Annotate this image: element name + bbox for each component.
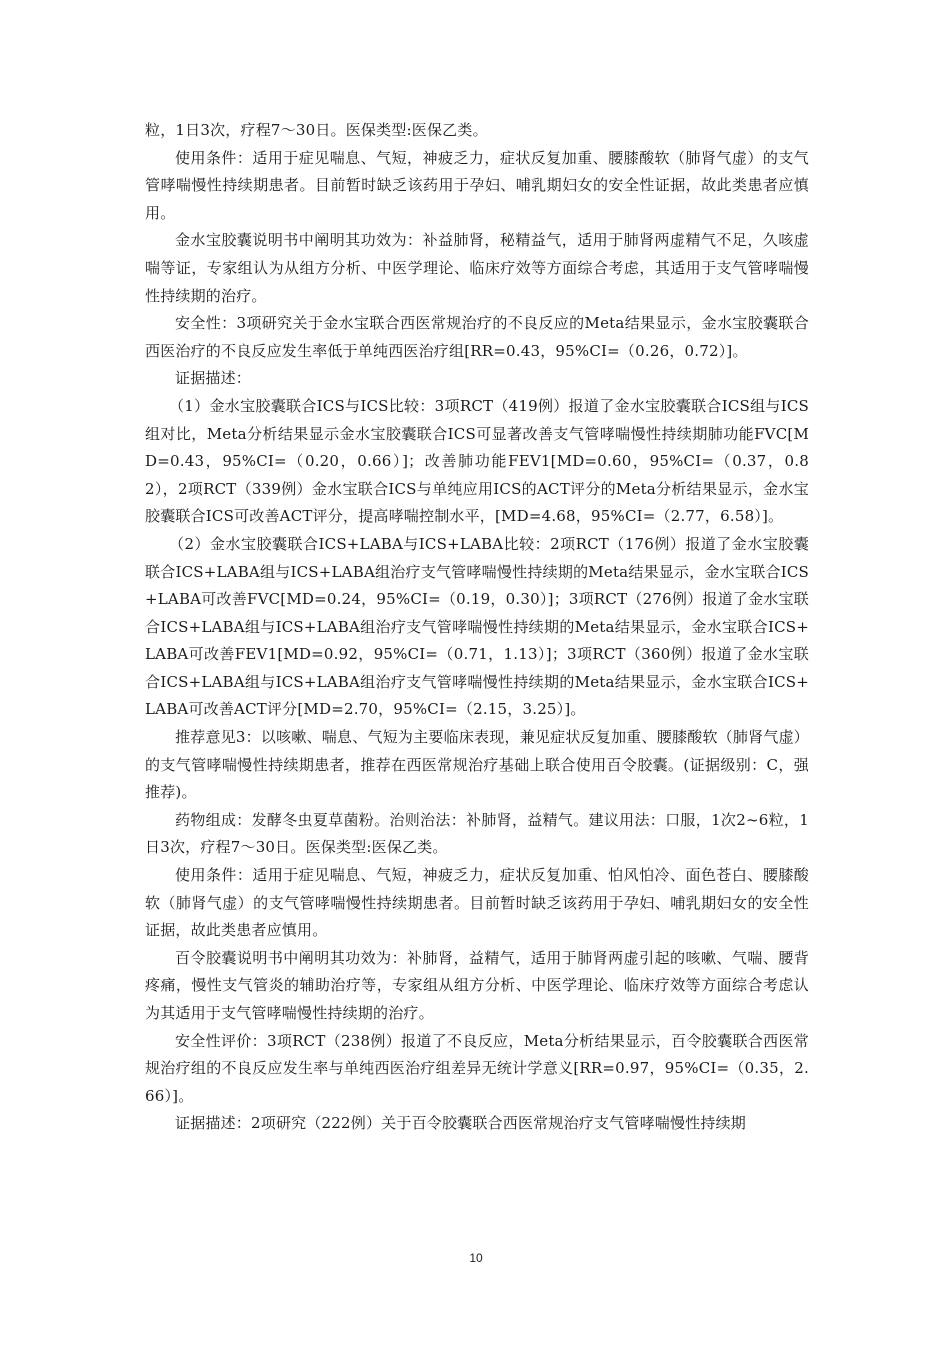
section-label: 证据描述： (175, 369, 252, 388)
paragraph: 使用条件：适用于症见喘息、气短，神疲乏力，症状反复加重、怕风怕冷、面色苍白、腰膝酸软（肺肾气虚）的支气管哮喘慢性持续期患者。目前暂时缺乏该药用于孕妇、哺乳期妇女的安全性证据，故此类患者应慎用。 (145, 866, 809, 940)
page-number: 10 (469, 1251, 483, 1265)
paragraph: 百令胶囊说明书中阐明其功效为：补肺肾，益精气，适用于肺肾两虚引起的咳嗽、气喘、腰背疼痛，慢性支气管炎的辅助治疗等，专家组从组方分析、中医学理论、临床疗效等方面综合考虑认为其适用于支气管哮喘慢性持续期的治疗。 (145, 948, 809, 1022)
document-body (145, 117, 809, 1138)
evidence-item: （2）金水宝胶囊联合ICS+LABA与ICS+LABA比较：2项RCT（176例）报道了金水宝胶囊联合ICS+LABA组与ICS+LABA组治疗支气管哮喘慢性持续期的Meta结果显示，金水宝联合ICS+LABA可改善FVC[MD=0.24，95%CI=（0.19，0.30）]；3项RCT（276例）报道了金水宝联合ICS+LABA组与ICS+LABA组治疗支气管哮喘慢性持续期的Meta结果显示，金水宝联合ICS+LABA可改善FEV1[MD=0.92，95%CI=（0.71，1.13）]；3项RCT（360例）报道了金水宝联合ICS+LABA组与ICS+LABA组治疗支气管哮喘慢性持续期的Meta结果显示，金水宝联合ICS+LABA可改善ACT评分[MD=2.70，95%CI=（2.15，3.25）]。 (145, 534, 809, 719)
paragraph: 安全性：3项研究关于金水宝联合西医常规治疗的不良反应的Meta结果显示，金水宝胶囊联合西医治疗的不良反应发生率低于单纯西医治疗组[RR=0.43，95%CI=（0.26，0.72）]。 (145, 314, 809, 360)
paragraph: 安全性评价：3项RCT（238例）报道了不良反应，Meta分析结果显示，百令胶囊联合西医常规治疗组的不良反应发生率与单纯西医治疗组差异无统计学意义[RR=0.97，95%CI=（0.35，2.66）]。 (145, 1031, 809, 1105)
paragraph: 药物组成：发酵冬虫夏草菌粉。治则治法：补肺肾，益精气。建议用法：口服，1次2~6粒，1日3次，疗程7～30日。医保类型:医保乙类。 (145, 810, 809, 857)
evidence-item: （1）金水宝胶囊联合ICS与ICS比较：3项RCT（419例）报道了金水宝胶囊联合ICS组与ICS组对比，Meta分析结果显示金水宝胶囊联合ICS可显著改善支气管哮喘慢性持续期肺功能FVC[MD=0.43，95%CI=（0.20，0.66）]；改善肺功能FEV1[MD=0.60，95%CI=（0.37，0.82），2项RCT（339例）金水宝联合ICS与单纯应用ICS的ACT评分的Meta分析结果显示，金水宝胶囊联合ICS可改善ACT评分，提高哮喘控制水平，[MD=4.68，95%CI=（2.77，6.58）]。 (145, 396, 809, 526)
paragraph: 金水宝胶囊说明书中阐明其功效为：补益肺肾，秘精益气，适用于肺肾两虚精气不足，久咳虚喘等证，专家组认为从组方分析、中医学理论、临床疗效等方面综合考虑，其适用于支气管哮喘慢性持续期的治疗。 (145, 231, 809, 305)
recommendation: 推荐意见3：以咳嗽、喘息、气短为主要临床表现，兼见症状反复加重、腰膝酸软（肺肾气虚）的支气管哮喘慢性持续期患者，推荐在西医常规治疗基础上联合使用百令胶囊。(证据级别：C，强推荐)。 (145, 728, 809, 802)
paragraph: 使用条件：适用于症见喘息、气短，神疲乏力，症状反复加重、腰膝酸软（肺肾气虚）的支气管哮喘慢性持续期患者。目前暂时缺乏该药用于孕妇、哺乳期妇女的安全性证据，故此类患者应慎用。 (145, 148, 809, 222)
paragraph: 粒，1日3次，疗程7～30日。医保类型:医保乙类。 (145, 121, 488, 139)
paragraph: 证据描述：2项研究（222例）关于百令胶囊联合西医常规治疗支气管哮喘慢性持续期 (175, 1114, 746, 1133)
